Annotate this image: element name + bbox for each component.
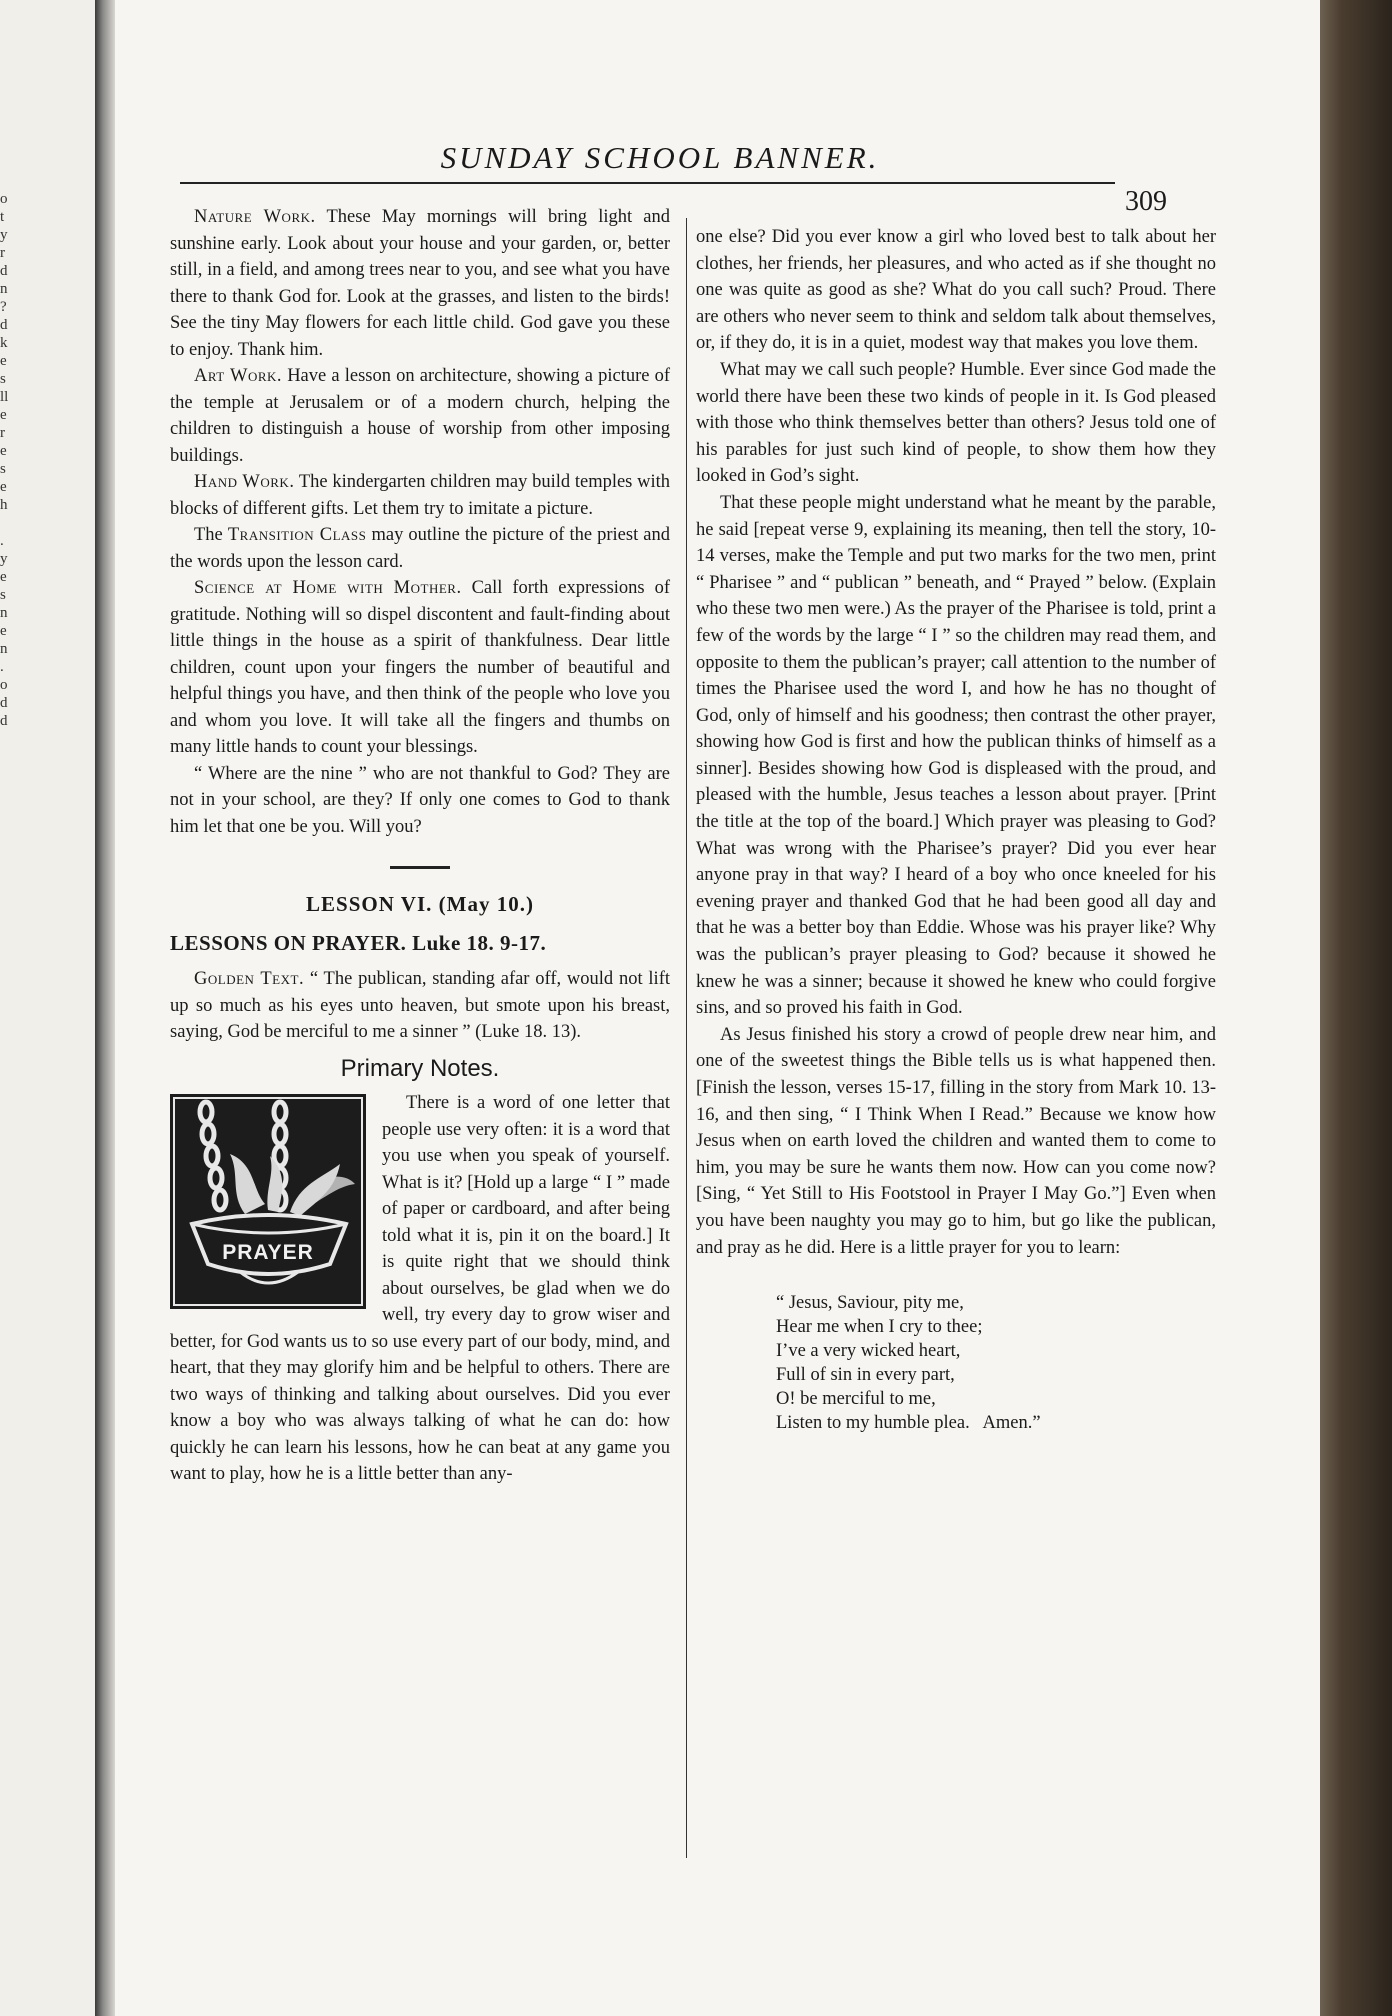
facing-page-edge [0, 0, 95, 2016]
book-gutter [95, 0, 115, 2016]
poem-line: O! be merciful to me, [776, 1389, 936, 1410]
facing-page-char: ? [0, 299, 7, 315]
facing-page-char: e [0, 353, 7, 369]
facing-page-text-fragments [0, 190, 16, 730]
parable-paragraph: That these people might understand what he meant by the parable, he said [repeat verse 9, explaining its meaning, then tell the story, 10-14 verses, make the Temple and put two marks for the two men, print “ Pharisee ” and “ publican ” beneath, and “ Prayed ” below. (Explain who these two men were.) As the prayer of the Pharisee is told, print a few of the words by the large “ I ” so the children may read them, and opposite to them the publican’s prayer; call attention to the number of times the Pharisee used the word I, and how he has no thought of God, only of himself and his goodness; then contrast the other prayer, showing how God is first and how the publican thinks of himself as a sinner]. Besides showing how God is displeased with the proud, and pleased with the humble, Jesus teaches a lesson about prayer. [Print the title at the top of the board.] Which prayer was pleasing to God? What was wrong with the Pharisee’s prayer? Did you ever hear anyone pray in that way? I heard of a boy who once kneeled for his evening prayer and thanked God that he had been good all day and that he was a better boy than Eddie. Whose was his prayer like? Why was the publican’s prayer pleasing to God? because it showed he knew he was a sinner; because it showed he knew who could forgive sins, and so proved his faith in God. [696, 492, 1216, 1019]
facing-page-char: d [0, 695, 8, 711]
left-column [170, 204, 670, 1488]
facing-page-char: s [0, 371, 6, 387]
facing-page-char: o [0, 191, 8, 207]
facing-page-char: ll [0, 389, 9, 405]
facing-page-char: h [0, 497, 8, 513]
facing-page-char: s [0, 587, 6, 603]
column-divider [686, 218, 687, 1858]
continued-paragraph: one else? Did you ever know a girl who loved best to talk about her clothes, her friends, her pleasures, and who acted as if she thought no one was quite as good as she? What do you call such? Proud. There are others who never seem to think and seldom talk about themselves, or, if they do, it is in a quiet, modest way that makes you love them. [696, 227, 1216, 354]
facing-page-char: d [0, 263, 8, 279]
facing-page-char: n [0, 641, 8, 657]
prayer-censer-illustration [170, 1094, 366, 1309]
facing-page-char: r [0, 425, 5, 441]
book-cover-edge [1320, 0, 1392, 2016]
facing-page-char: y [0, 551, 8, 567]
art-work-paragraph: Art Work. Have a lesson on architecture, showing a picture of the temple at Jerusalem or of a modern church, helping the children to distinguish a house of worship from other imposing buildings. [170, 366, 670, 466]
nature-work-paragraph: Nature Work. These May mornings will bring light and sunshine early. Look about your house and your garden, or, better still, in a field, and among trees near to you, and see what you have there to thank God for. Look at the grasses, and listen to the birds! See the tiny May flowers for each little child. God gave you these to enjoy. Thank him. [170, 207, 670, 360]
page-number: 309 [1125, 186, 1167, 217]
facing-page-char: e [0, 443, 7, 459]
facing-page-char: e [0, 569, 7, 585]
transition-class-paragraph: The Transition Class may outline the picture of the priest and the words upon the lesson card. [170, 525, 671, 572]
golden-text-label: Golden Text. [194, 969, 305, 989]
facing-page-char: s [0, 461, 6, 477]
facing-page-char: k [0, 335, 8, 351]
facing-page-char: d [0, 713, 8, 729]
poem-line: I’ve a very wicked heart, [776, 1341, 961, 1362]
transition-class-label: Transition Class [227, 525, 367, 545]
hand-work-label: Hand Work. [194, 472, 295, 492]
lesson-title: LESSONS ON PRAYER. Luke 18. 9-17. [170, 930, 547, 955]
facing-page-char [0, 514, 16, 532]
header-rule [180, 182, 1115, 184]
facing-page-char: e [0, 479, 7, 495]
running-header-title: SUNDAY SCHOOL BANNER. [440, 140, 880, 175]
poem-line: Full of sin in every part, [776, 1365, 955, 1386]
facing-page-char: e [0, 623, 7, 639]
right-column [696, 224, 1216, 1435]
lesson-heading: LESSON VI. (May 10.) [306, 892, 534, 916]
poem-line: Listen to my humble plea. Amen.” [776, 1413, 1041, 1434]
primary-notes-paragraph: There is a word of one letter that people use very often: it is a word that you use when you speak of yourself. What is it? [Hold up a large “ I ” made of paper or cardboard, and after being told what it is, pin it on the board.] It is quite right that we should think about ourselves, be glad when we do well, try every day to grow wiser and better, for God wants us to so use every part of our body, mind, and heart, that they may glorify him and be helpful to others. There are two ways of thinking and talking about ourselves. Did you ever know a boy who was always talking of what he can do: how quickly he can learn his lessons, how he can beat at any game you want to play, how he is a little better than any- [170, 1093, 670, 1484]
facing-page-char: o [0, 677, 8, 693]
facing-page-char: . [0, 659, 4, 675]
science-at-home-paragraph: Science at Home with Mother. Call forth expressions of gratitude. Nothing will so dispel discontent and fault-finding about little things in the house as a spirit of thankfulness. Dear little children, count upon your fingers the number of beautiful and helpful things you have, and then think of the people who love you and whom you love. It will take all the fingers and thumbs on many little hands to count your blessings. [170, 578, 670, 757]
poem-line: “ Jesus, Saviour, pity me, [776, 1293, 964, 1314]
primary-notes-heading: Primary Notes. [340, 1054, 500, 1082]
facing-page-char: n [0, 281, 8, 297]
facing-page-char: y [0, 227, 8, 243]
section-divider [390, 866, 450, 869]
facing-page-char: r [0, 245, 5, 261]
humble-paragraph: What may we call such people? Humble. Ever since God made the world there have been these two kinds of people in it. Is God pleased with those who think themselves better than others? Jesus told one of his parables for just such kind of people, to show them how they looked in God’s sight. [696, 359, 1216, 487]
nature-work-label: Nature Work. [194, 207, 316, 227]
where-are-the-nine-paragraph: “ Where are the nine ” who are not thankful to God? They are not in your school, are they? If only one comes to God to thank him let that one be you. Will you? [170, 763, 670, 837]
poem-line: Hear me when I cry to thee; [776, 1317, 983, 1338]
facing-page-char: e [0, 407, 7, 423]
censer-icon [170, 1094, 366, 1309]
facing-page-char: n [0, 605, 8, 621]
illustration-label: PRAYER [222, 1241, 314, 1264]
facing-page-char: d [0, 317, 8, 333]
jesus-finished-paragraph: As Jesus finished his story a crowd of people drew near him, and one of the sweetest things the Bible tells us is what happened then. [Finish the lesson, verses 15-17, filling in the story from Mark 10. 13-16, and then sing, “ I Think When I Read.” Because we know how Jesus when on earth loved the children and wanted them to come to him, you may be sure he wants them now. How can you come now? [Sing, “ Yet Still to His Footstool in Prayer I May Go.”] Even when you have been naughty you may go to him, but go like the publican, and pray as he did. Here is a little prayer for you to learn: [696, 1024, 1216, 1258]
science-at-home-label: Science at Home with Mother. [194, 578, 462, 598]
prayer-poem [776, 1291, 1216, 1435]
hand-work-paragraph: Hand Work. The kindergarten children may build temples with blocks of different gifts. Let them try to imitate a picture. [170, 472, 670, 519]
facing-page-char: t [0, 209, 5, 225]
art-work-label: Art Work. [194, 366, 283, 386]
golden-text-paragraph: Golden Text. “ The publican, standing afar off, would not lift up so much as his eyes unto heaven, but smote upon his breast, saying, God be merciful to me a sinner ” (Luke 18. 13). [170, 969, 670, 1042]
facing-page-char: . [0, 533, 4, 549]
